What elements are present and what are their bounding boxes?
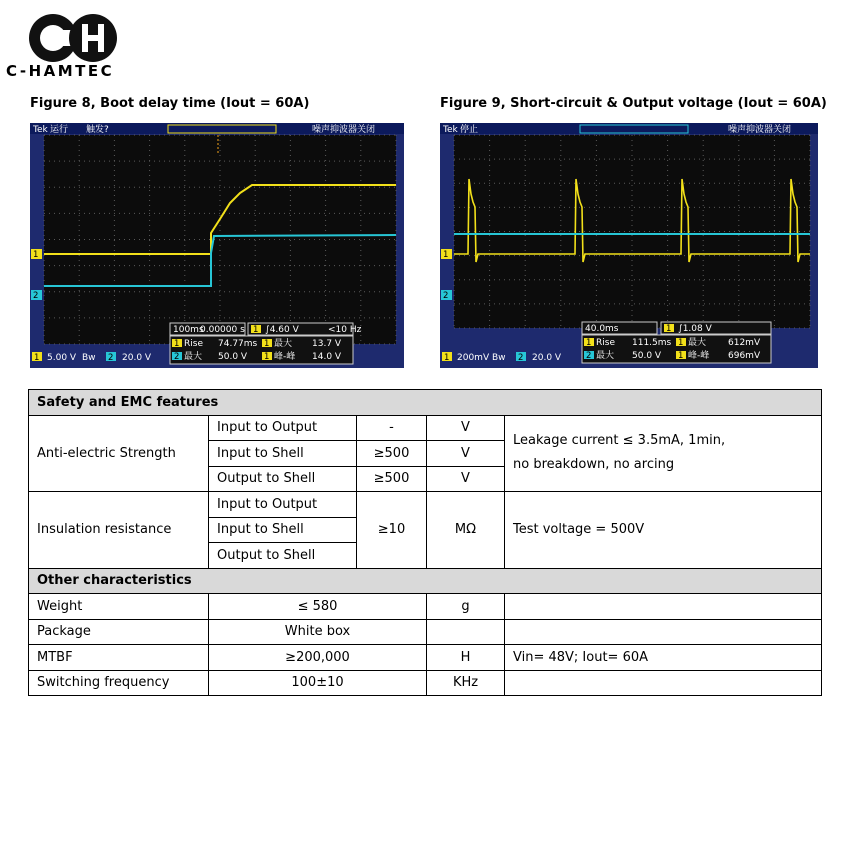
scope-1-meas-1-name: 最大: [184, 352, 203, 362]
other-unit-2: H: [427, 645, 505, 671]
table-row: [29, 492, 822, 518]
insulation-value: ≥10: [357, 492, 427, 569]
scope-1-timebase: 100ms: [173, 325, 204, 335]
scope-1-top-right: 噪声抑波器关闭: [312, 125, 376, 135]
other-label-3: Switching frequency: [29, 670, 209, 696]
scope-1-meas-right-0-ch: 1: [264, 339, 270, 349]
scope-1-meas-1-value: 50.0 V: [218, 352, 248, 362]
scope-2-meas-right-1-ch: 1: [678, 351, 684, 361]
ch-logo-icon: [8, 10, 128, 70]
scope-2-meas-0-value: 111.5ms: [632, 338, 672, 348]
scope-2-meas-right-0-value: 612mV: [728, 338, 761, 348]
scope-2-meas-right-1-value: 696mV: [728, 351, 761, 361]
anti-electric-item-0: Input to Output: [209, 415, 357, 441]
spec-table: [28, 389, 822, 696]
scope-2-brand: Tek: [443, 125, 458, 135]
scope-1-meas-1-ch: 2: [174, 352, 180, 362]
scope-2-meas-1-value: 50.0 V: [632, 351, 662, 361]
scope-2-ch1-marker-label: 1: [443, 250, 449, 260]
scope-1-meas-right-1-ch: 1: [264, 352, 270, 362]
other-unit-0: g: [427, 594, 505, 620]
table-row: [29, 415, 822, 441]
anti-electric-label: Anti-electric Strength: [29, 415, 209, 492]
anti-electric-note-line-2: no breakdown, no arcing: [513, 457, 675, 473]
scope-1-trig-pos: 0.00000 s: [200, 325, 245, 335]
scope-1-ch1-marker-label: 1: [33, 250, 39, 260]
scope-2-meas-1-name: 最大: [596, 351, 615, 361]
other-label-2: MTBF: [29, 645, 209, 671]
other-unit-3: KHz: [427, 670, 505, 696]
scope-2-meas-right-1-name: 峰-峰: [688, 351, 710, 361]
scope-1-ch2-scale-ch: 2: [108, 353, 114, 363]
anti-electric-unit-2: V: [427, 466, 505, 492]
insulation-label: Insulation resistance: [29, 492, 209, 569]
insulation-item-2: Output to Shell: [209, 543, 357, 569]
scope-1-meas-0-value: 74.77ms: [218, 339, 258, 349]
scope-1-ch1-scale-ch: 1: [34, 353, 40, 363]
scope-1-frequency: <10 Hz: [328, 325, 362, 335]
scope-2-ch1-scale-ch: 1: [444, 353, 450, 363]
section-header-safety: Safety and EMC features: [29, 390, 822, 416]
anti-electric-unit-0: V: [427, 415, 505, 441]
scope-1-brand: Tek: [33, 125, 48, 135]
table-row: [29, 594, 822, 620]
anti-electric-item-2: Output to Shell: [209, 466, 357, 492]
scope-1-meas-right-1-name: 峰-峰: [274, 352, 296, 362]
scope-2-svg: [440, 123, 818, 368]
other-note-2: Vin= 48V; Iout= 60A: [505, 645, 822, 671]
scope-2-meas-0-ch: 1: [586, 338, 592, 348]
other-value-1: White box: [209, 619, 427, 645]
scope-1-ch2-scale: 20.0 V: [122, 353, 152, 363]
other-value-2: ≥200,000: [209, 645, 427, 671]
scope-2-top-right: 噪声抑波器关闭: [728, 125, 792, 135]
anti-electric-note-line-1: Leakage current ≤ 3.5mA, 1min,: [513, 433, 726, 449]
section-header-other: Other characteristics: [29, 568, 822, 594]
scope-1-trigger-level: ∫4.60 V: [265, 325, 299, 335]
other-label-1: Package: [29, 619, 209, 645]
other-label-0: Weight: [29, 594, 209, 620]
oscilloscope-screen-figure-8: [30, 123, 404, 368]
scope-1-meas-0-name: Rise: [184, 339, 203, 349]
other-value-0: ≤ 580: [209, 594, 427, 620]
scope-2-ch2-scale: 20.0 V: [532, 353, 562, 363]
scope-2-meas-0-name: Rise: [596, 338, 615, 348]
anti-electric-value-2: ≥500: [357, 466, 427, 492]
insulation-unit: MΩ: [427, 492, 505, 569]
anti-electric-value-0: -: [357, 415, 427, 441]
scope-2-meas-right-0-ch: 1: [678, 338, 684, 348]
scope-2-ch2-scale-ch: 2: [518, 353, 524, 363]
insulation-note: Test voltage = 500V: [505, 492, 822, 569]
scope-2-meas-right-0-name: 最大: [688, 338, 707, 348]
anti-electric-value-1: ≥500: [357, 441, 427, 467]
scope-2-trigger-ch: 1: [666, 324, 672, 334]
table-row: [29, 670, 822, 696]
other-note-1: [505, 619, 822, 645]
figure-9-title: Figure 9, Short-circuit & Output voltage (Iout = 60A): [440, 96, 827, 111]
other-value-3: 100±10: [209, 670, 427, 696]
scope-1-meas-right-0-value: 13.7 V: [312, 339, 342, 349]
table-row: [29, 645, 822, 671]
scope-1-svg: [30, 123, 404, 368]
other-unit-1: [427, 619, 505, 645]
scope-2-ch2-marker-label: 2: [443, 291, 449, 301]
insulation-item-1: Input to Shell: [209, 517, 357, 543]
scope-1-ch1-scale: 5.00 V: [47, 353, 77, 363]
scope-2-bw: Bw: [492, 353, 506, 363]
anti-electric-unit-1: V: [427, 441, 505, 467]
scope-2-timebase: 40.0ms: [585, 324, 619, 334]
scope-1-meas-right-0-name: 最大: [274, 339, 293, 349]
figure-8-title: Figure 8, Boot delay time (Iout = 60A): [30, 96, 310, 111]
scope-1-trigger-ch: 1: [253, 325, 259, 335]
scope-1-status: 运行: [50, 125, 69, 135]
other-note-3: [505, 670, 822, 696]
scope-2-status: 停止: [460, 125, 479, 135]
scope-1-meas-right-1-value: 14.0 V: [312, 352, 342, 362]
anti-electric-note: [505, 415, 822, 492]
scope-1-status2: 触发?: [86, 125, 109, 135]
scope-2-meas-1-ch: 2: [586, 351, 592, 361]
anti-electric-item-1: Input to Shell: [209, 441, 357, 467]
scope-1-meas-0-ch: 1: [174, 339, 180, 349]
table-section-row: [29, 568, 822, 594]
insulation-item-0: Input to Output: [209, 492, 357, 518]
scope-1-ch2-marker-label: 2: [33, 291, 39, 301]
scope-1-bw: Bw: [82, 353, 96, 363]
table-row: [29, 619, 822, 645]
brand-name: C-HAMTEC: [6, 62, 115, 80]
scope-2-trigger-level: ∫1.08 V: [678, 324, 712, 334]
table-section-row: [29, 390, 822, 416]
oscilloscope-screen-figure-9: [440, 123, 818, 368]
other-note-0: [505, 594, 822, 620]
scope-2-ch1-scale: 200mV: [457, 353, 490, 363]
